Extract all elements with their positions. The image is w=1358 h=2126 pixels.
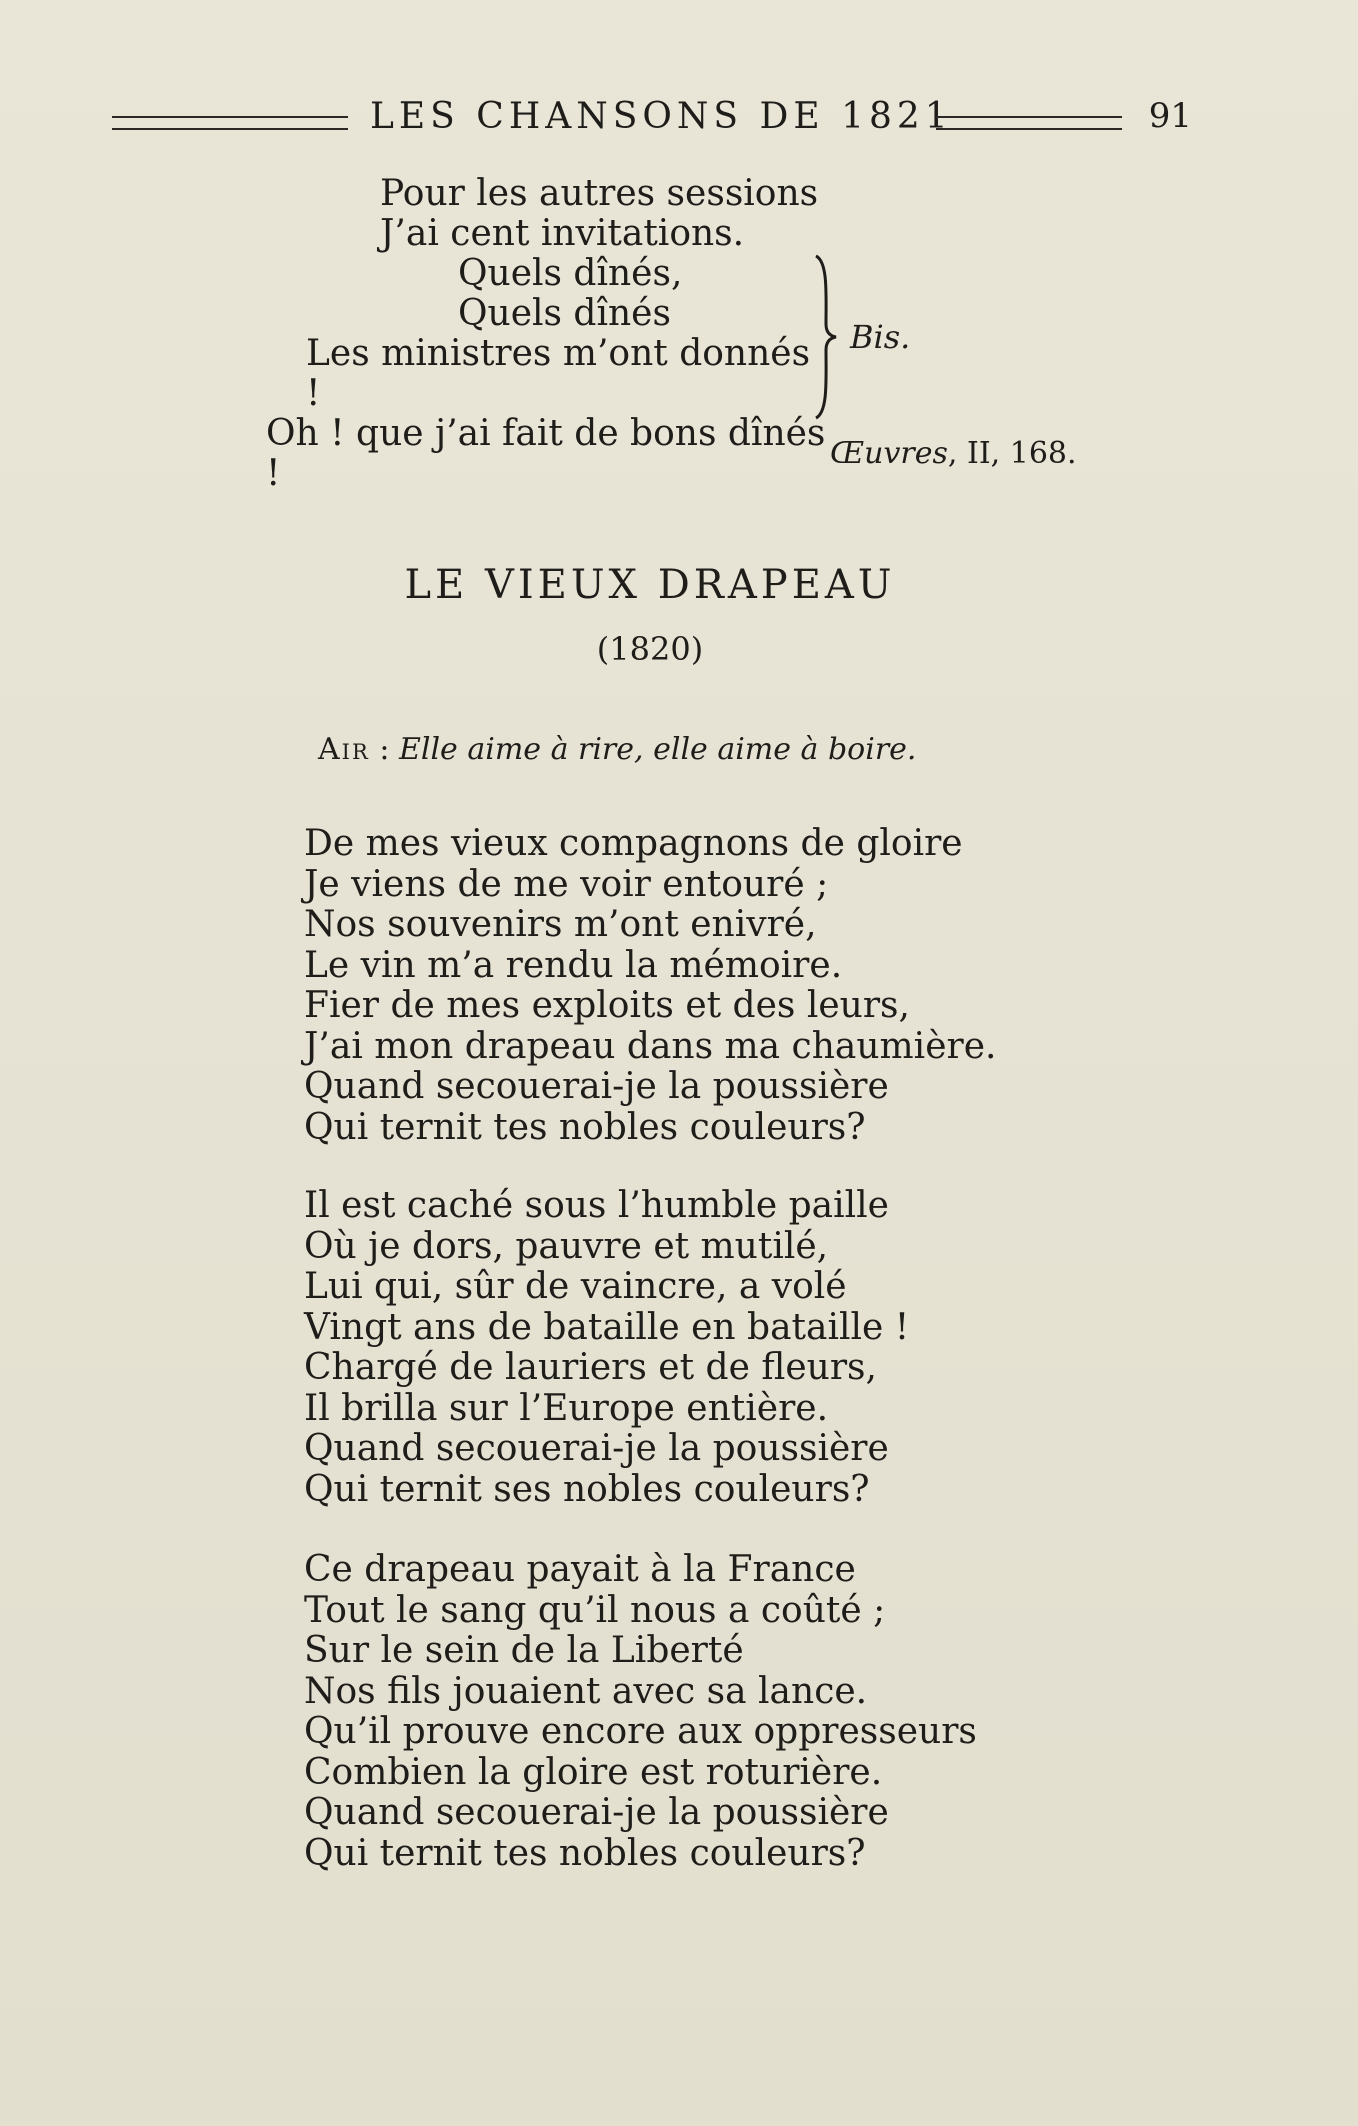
verse-line: Chargé de lauriers et de fleurs, bbox=[304, 1347, 877, 1388]
verse-line: Les ministres m’ont donnés ! bbox=[306, 333, 811, 414]
verse-line: Quels dînés bbox=[458, 293, 671, 334]
verse-line: Fier de mes exploits et des leurs, bbox=[304, 985, 910, 1026]
stanza-1 bbox=[304, 824, 996, 1148]
page-header bbox=[112, 96, 1192, 140]
running-title: LES CHANSONS DE 1821 bbox=[370, 96, 953, 137]
verse-line: Quand secouerai-je la poussière bbox=[304, 1066, 889, 1107]
source-citation bbox=[830, 436, 1077, 471]
verse-line: Quand secouerai-je la poussière bbox=[304, 1792, 889, 1833]
page-number: 91 bbox=[1148, 96, 1192, 136]
verse-line: Nos souvenirs m’ont enivré, bbox=[304, 904, 817, 945]
air-tune: Elle aime à rire, elle aime à boire. bbox=[398, 732, 917, 767]
verse-line: Sur le sein de la Liberté bbox=[304, 1630, 744, 1671]
repeat-brace bbox=[812, 254, 840, 420]
source-work: Œuvres bbox=[830, 436, 948, 471]
verse-line: Qui ternit ses nobles couleurs? bbox=[304, 1468, 870, 1510]
verse-line: Combien la gloire est roturière. bbox=[304, 1751, 883, 1793]
verse-line: J’ai cent invitations. bbox=[380, 213, 745, 254]
verse-line: Qu’il prouve encore aux oppresseurs bbox=[304, 1711, 977, 1752]
air-label: Air bbox=[318, 732, 370, 767]
verse-line: Oh ! que j’ai fait de bons dînés ! bbox=[266, 413, 826, 494]
verse-line: Qui ternit tes nobles couleurs? bbox=[304, 1106, 866, 1148]
verse-line: Qui ternit tes nobles couleurs? bbox=[304, 1832, 866, 1874]
source-reference: , II, 168. bbox=[947, 436, 1077, 471]
stanza-2 bbox=[304, 1186, 909, 1510]
refrain-block bbox=[258, 174, 828, 494]
verse-line: J’ai mon drapeau dans ma chaumière. bbox=[304, 1025, 997, 1067]
header-rule-left bbox=[112, 116, 348, 130]
song-year: (1820) bbox=[596, 630, 704, 668]
bis-marker: Bis. bbox=[850, 318, 911, 356]
verse-line: Il brilla sur l’Europe entière. bbox=[304, 1387, 829, 1429]
verse-line: Le vin m’a rendu la mémoire. bbox=[304, 944, 843, 986]
verse-line: Tout le sang qu’il nous a coûté ; bbox=[304, 1589, 886, 1631]
song-title: LE VIEUX DRAPEAU bbox=[404, 562, 896, 608]
verse-line: Quand secouerai-je la poussière bbox=[304, 1428, 889, 1469]
air-line bbox=[318, 732, 916, 767]
verse-line: Il est caché sous l’humble paille bbox=[304, 1185, 889, 1226]
verse-line: Pour les autres sessions bbox=[380, 173, 819, 214]
verse-line: Quels dînés, bbox=[458, 253, 683, 294]
air-separator: : bbox=[369, 732, 399, 767]
verse-line: De mes vieux compagnons de gloire bbox=[304, 823, 963, 864]
stanza-3 bbox=[304, 1550, 977, 1874]
verse-line: Vingt ans de bataille en bataille ! bbox=[304, 1306, 910, 1348]
verse-line: Ce drapeau payait à la France bbox=[304, 1549, 856, 1590]
verse-line: Je viens de me voir entouré ; bbox=[304, 863, 829, 905]
header-rule-right bbox=[936, 116, 1122, 130]
verse-line: Où je dors, pauvre et mutilé, bbox=[304, 1225, 829, 1267]
verse-line: Lui qui, sûr de vaincre, a volé bbox=[304, 1266, 847, 1307]
verse-line: Nos fils jouaient avec sa lance. bbox=[304, 1670, 868, 1712]
